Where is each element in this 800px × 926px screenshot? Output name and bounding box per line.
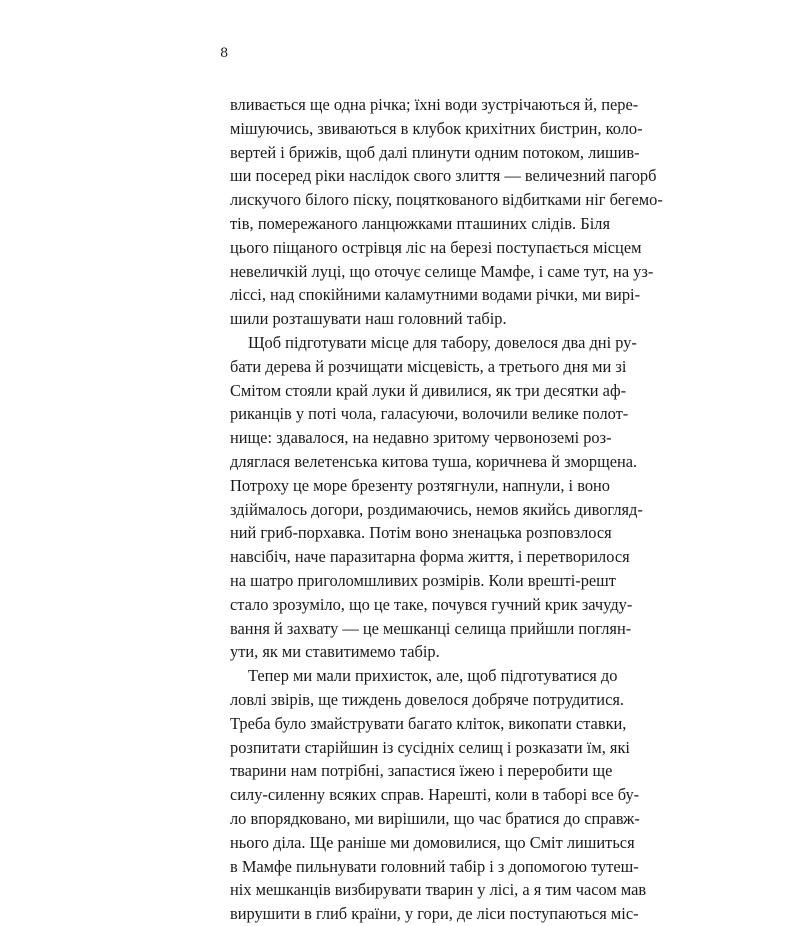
text-line: ло впорядковано, ми вирішили, що час братися до справж- bbox=[230, 808, 640, 828]
body-text bbox=[230, 93, 663, 926]
text-line: вання й захвату — це мешканці селища прийшли поглян- bbox=[230, 618, 632, 638]
text-line: Треба було змайструвати багато кліток, викопати ставки, bbox=[230, 713, 627, 733]
text-line: тварини нам потрібні, запастися їжею і переробити ще bbox=[230, 761, 613, 781]
text-line: невеличкій луці, що оточує селище Мамфе, і саме тут, на уз- bbox=[230, 261, 654, 281]
text-line: вирушити в глиб країни, у гори, де ліси поступаються міс- bbox=[230, 904, 639, 924]
text-line: Смітом стояли край луки й дивилися, як три десятки аф- bbox=[230, 380, 627, 400]
text-line: ловлі звірів, ще тиждень довелося добряче потрудитися. bbox=[230, 689, 624, 709]
text-line: дляглася велетенська китова туша, коричнева й зморщена. bbox=[230, 451, 638, 471]
text-line: ний гриб-порхавка. Потім воно зненацька розповзлося bbox=[230, 523, 612, 543]
text-line: стало зрозуміло, що це таке, почувся гучний крик зачуду- bbox=[230, 594, 633, 614]
text-line: цього піщаного острівця ліс на березі поступається місцем bbox=[230, 237, 642, 257]
text-line: здіймалось догори, роздимаючись, немов якийсь дивогляд- bbox=[230, 499, 643, 519]
text-line: розпитати старійшин із сусідніх селищ і розказати їм, які bbox=[230, 737, 630, 757]
text-line: тів, помережаного ланцюжками пташиних слідів. Біля bbox=[230, 213, 610, 233]
text-line: Тепер ми мали прихисток, але, щоб підготуватися до bbox=[248, 666, 618, 686]
text-line: шили розташувати наш головний табір. bbox=[230, 309, 507, 329]
text-line: в Мамфе пильнувати головний табір і з допомогою тутеш- bbox=[230, 856, 639, 876]
text-line: бати дерева й розчищати місцевість, а третього дня ми зі bbox=[230, 356, 627, 376]
text-line: вертей і брижів, щоб далі плинути одним потоком, лишив- bbox=[230, 142, 640, 162]
text-line: ши посеред ріки наслідок свого злиття — величезний пагорб bbox=[230, 166, 657, 186]
text-line: лискучого білого піску, поцяткованого відбитками ніг бегемо- bbox=[230, 190, 663, 210]
text-line: нього діла. Ще раніше ми домовилися, що Сміт лишиться bbox=[230, 832, 635, 852]
text-line: нище: здавалося, на недавно зритому червоноземі роз- bbox=[230, 428, 612, 448]
text-line: ути, як ми ставитимемо табір. bbox=[230, 642, 440, 662]
text-line: Потроху це море брезенту розтягнули, напнули, і воно bbox=[230, 475, 610, 495]
text-line: навсібіч, наче паразитарна форма життя, і перетворилося bbox=[230, 547, 630, 567]
text-line: на шатро приголомшливих розмірів. Коли врешті-решт bbox=[230, 570, 616, 590]
text-line: ніх мешканців визбирувати тварин у лісі, а я тим часом мав bbox=[230, 880, 647, 900]
text-line: ліссі, над спокійними каламутними водами річки, ми вирі- bbox=[230, 285, 641, 305]
text-line: вливається ще одна річка; їхні води зустрічаються й, пере- bbox=[230, 95, 639, 114]
text-line: силу-силенну всяких справ. Нарешті, коли в таборі все бу- bbox=[230, 785, 640, 805]
text-line: мішуючись, звиваються в клубок крихітних бистрин, коло- bbox=[230, 118, 643, 138]
page-number: 8 bbox=[220, 46, 229, 61]
text-line: Щоб підготувати місце для табору, довелося два дні ру- bbox=[248, 332, 637, 352]
text-line: риканців у поті чола, галасуючи, волочили велике полот- bbox=[230, 404, 629, 424]
